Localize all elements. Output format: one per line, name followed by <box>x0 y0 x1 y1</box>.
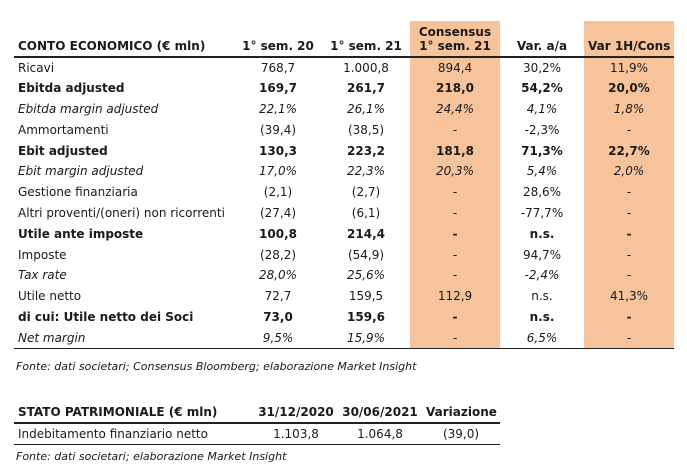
cell-var-yoy: 5,4% <box>526 164 558 179</box>
cell-h1-20: 9,5% <box>234 327 322 348</box>
cell-consensus: 894,4 <box>410 57 500 78</box>
table-row <box>14 57 674 78</box>
cell-h1-20: 28,0% <box>258 268 298 283</box>
cell-var-cons: - <box>584 119 674 140</box>
table-row <box>14 307 674 328</box>
cell-jun-2021: 1.064,8 <box>338 423 422 444</box>
row-label: Net margin <box>14 327 234 348</box>
balance-sheet-body <box>14 423 500 444</box>
cell-h1-20: (2,1) <box>263 185 293 200</box>
cell-h1-21: 22,3% <box>346 164 386 179</box>
cell-h1-21: 159,6 <box>347 309 385 324</box>
cell-consensus: 218,0 <box>410 78 500 99</box>
cell-var-yoy: -77,7% <box>520 205 564 220</box>
balance-sheet-title: STATO PATRIMONIALE (€ mln) <box>14 402 254 423</box>
cell-var-cons: - <box>584 265 674 286</box>
col-jun-2021-header: 30/06/2021 <box>338 402 422 423</box>
cell-h1-21: 214,4 <box>347 226 385 241</box>
cell-h1-21: 25,6% <box>346 268 386 283</box>
income-statement-body <box>14 57 674 348</box>
table-row <box>14 161 674 182</box>
row-label: Ebit margin adjusted <box>18 164 144 179</box>
cell-h1-21: (38,5) <box>347 122 385 137</box>
col-dec-2020-header: 31/12/2020 <box>254 402 338 423</box>
cell-var-cons: 2,0% <box>584 161 674 182</box>
income-statement-header-row <box>14 21 674 57</box>
cell-h1-21: 159,5 <box>348 289 384 304</box>
table-row <box>14 119 674 140</box>
row-label: Ebit adjusted <box>18 143 108 158</box>
row-label: Tax rate <box>18 268 67 283</box>
cell-consensus: - <box>410 119 500 140</box>
income-statement-table <box>14 21 674 349</box>
cell-consensus: - <box>410 244 500 265</box>
cell-var-yoy: 6,5% <box>500 327 584 348</box>
cell-h1-20: 72,7 <box>264 289 292 304</box>
cell-var-cons: - <box>584 327 674 348</box>
balance-sheet-source: Fonte: dati societari; elaborazione Market Insight <box>16 450 287 463</box>
table-row <box>14 99 674 120</box>
table-row <box>14 223 674 244</box>
cell-h1-21: (6,1) <box>351 205 381 220</box>
row-label: Utile ante imposte <box>18 226 144 241</box>
cell-consensus: - <box>410 307 500 328</box>
row-label: Ebitda margin adjusted <box>18 101 159 116</box>
cell-change: (39,0) <box>422 423 500 444</box>
cell-h1-21: (2,7) <box>351 185 381 200</box>
cell-var-yoy: 28,6% <box>522 185 562 200</box>
cell-var-yoy: n.s. <box>531 289 553 304</box>
row-label: Gestione finanziaria <box>18 185 138 200</box>
balance-sheet-header-row <box>14 402 500 423</box>
cell-consensus: 24,4% <box>410 99 500 120</box>
cell-var-yoy: 94,7% <box>522 247 562 262</box>
table-row <box>14 327 674 348</box>
cell-var-yoy: n.s. <box>529 226 555 241</box>
col-var-yoy-header: Var. a/a <box>500 21 584 57</box>
col-consensus-header <box>410 21 500 57</box>
cell-var-cons: 11,9% <box>584 57 674 78</box>
cell-h1-20: (27,4) <box>259 205 297 220</box>
col-h1-21-header: 1° sem. 21 <box>322 21 410 57</box>
cell-h1-20: 73,0 <box>263 309 293 324</box>
consensus-header-line1: Consensus <box>418 25 492 39</box>
cell-consensus: - <box>410 265 500 286</box>
cell-var-yoy: -2,4% <box>524 268 560 283</box>
income-statement-source: Fonte: dati societari; Consensus Bloomberg; elaborazione Market Insight <box>16 360 417 373</box>
cell-var-yoy: 30,2% <box>522 60 562 75</box>
table-row <box>14 78 674 99</box>
table-row <box>14 203 674 224</box>
col-var-cons-header: Var 1H/Cons <box>584 21 674 57</box>
cell-var-yoy: n.s. <box>529 309 555 324</box>
cell-var-yoy: 4,1% <box>526 101 558 116</box>
cell-h1-20: (39,4) <box>259 122 297 137</box>
cell-h1-20: 17,0% <box>258 164 298 179</box>
cell-consensus: 181,8 <box>410 140 500 161</box>
balance-sheet-table <box>14 402 500 445</box>
cell-h1-21: 15,9% <box>322 327 410 348</box>
cell-var-cons: - <box>584 307 674 328</box>
cell-h1-21: 261,7 <box>347 81 385 96</box>
cell-var-yoy: 54,2% <box>521 81 563 96</box>
cell-var-cons: - <box>584 223 674 244</box>
cell-h1-20: 22,1% <box>258 101 298 116</box>
cell-var-yoy: 71,3% <box>521 143 563 158</box>
table-row <box>14 265 674 286</box>
cell-consensus: - <box>410 182 500 203</box>
row-label: Utile netto <box>18 289 82 304</box>
consensus-header-line2: 1° sem. 21 <box>419 39 491 53</box>
row-label: Altri proventi/(oneri) non ricorrenti <box>18 205 225 220</box>
cell-h1-21: 1.000,8 <box>343 60 389 75</box>
table-row <box>14 286 674 307</box>
col-change-header: Variazione <box>422 402 500 423</box>
income-statement-title: CONTO ECONOMICO (€ mln) <box>14 21 234 57</box>
col-h1-20-header: 1° sem. 20 <box>234 21 322 57</box>
cell-h1-20: 768,7 <box>260 60 296 75</box>
cell-var-cons: - <box>584 244 674 265</box>
cell-h1-21: 26,1% <box>346 101 386 116</box>
table-row <box>14 244 674 265</box>
table-row <box>14 140 674 161</box>
cell-h1-20: (28,2) <box>259 247 297 262</box>
cell-var-cons: 1,8% <box>584 99 674 120</box>
row-label: Ricavi <box>18 60 55 75</box>
cell-var-cons: 22,7% <box>584 140 674 161</box>
cell-h1-20: 130,3 <box>259 143 297 158</box>
cell-consensus: 112,9 <box>410 286 500 307</box>
cell-var-cons: 41,3% <box>584 286 674 307</box>
cell-var-yoy: -2,3% <box>524 122 560 137</box>
row-label: Ebitda adjusted <box>18 81 125 96</box>
table-row <box>14 182 674 203</box>
cell-var-cons: - <box>584 203 674 224</box>
table-row <box>14 423 500 444</box>
cell-h1-21: 223,2 <box>347 143 385 158</box>
cell-var-cons: - <box>584 182 674 203</box>
cell-consensus: - <box>410 223 500 244</box>
row-label: di cui: Utile netto dei Soci <box>18 309 194 324</box>
cell-h1-20: 169,7 <box>259 81 297 96</box>
cell-var-cons: 20,0% <box>584 78 674 99</box>
cell-h1-21: (54,9) <box>347 247 385 262</box>
row-label: Indebitamento finanziario netto <box>14 423 254 444</box>
row-label: Imposte <box>18 247 67 262</box>
cell-consensus: - <box>410 327 500 348</box>
cell-h1-20: 100,8 <box>259 226 297 241</box>
cell-consensus: 20,3% <box>410 161 500 182</box>
cell-dec-2020: 1.103,8 <box>254 423 338 444</box>
row-label: Ammortamenti <box>18 122 109 137</box>
cell-consensus: - <box>410 203 500 224</box>
